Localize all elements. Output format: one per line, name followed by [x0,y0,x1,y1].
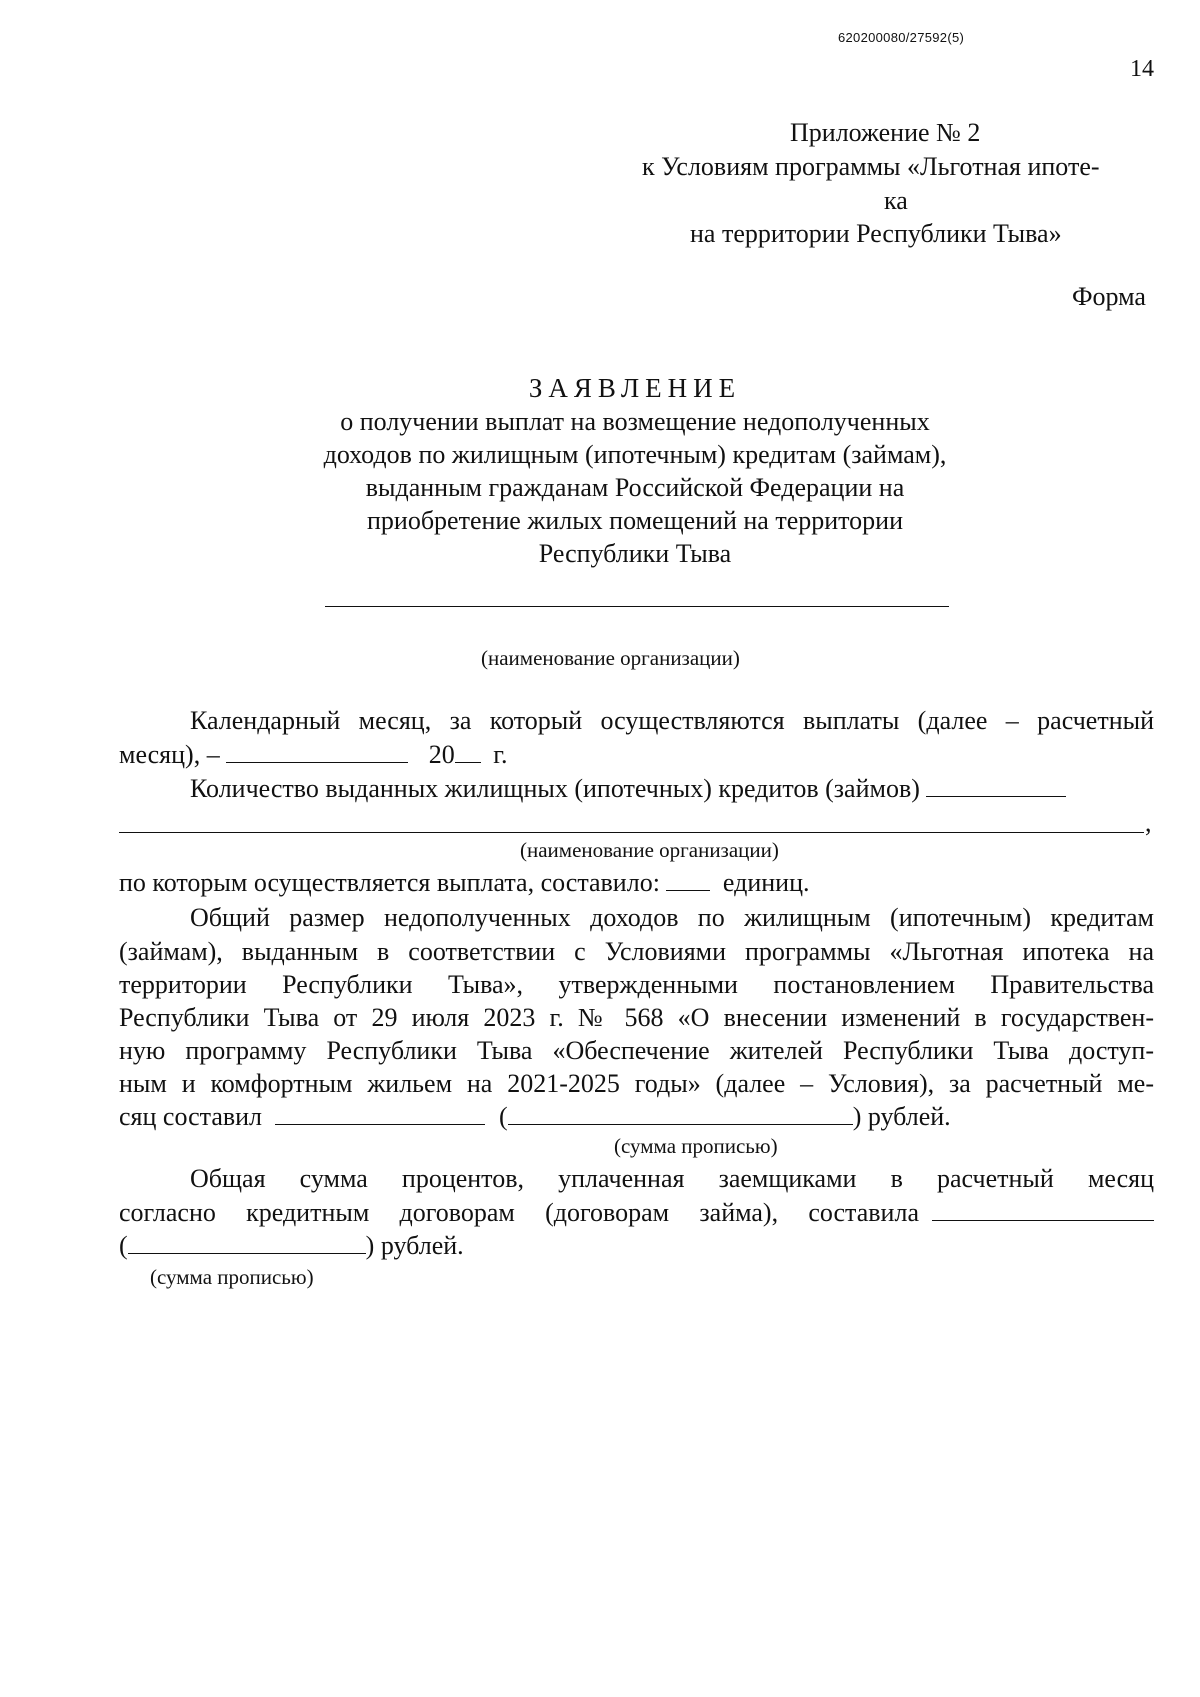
loans-count-field [926,774,1066,797]
amount-field [275,1102,485,1125]
year-suffix: г. [493,740,508,769]
amount-currency: ) рублей. [852,1102,951,1131]
organization-name-caption-2: (наименование организации) [520,838,779,862]
p5-line-1: Общая сумма процентов, уплаченная заемщиками в расчетный месяц [190,1164,1154,1193]
sum-words-caption-1: (сумма прописью) [614,1134,778,1158]
month-field [226,740,408,763]
title-line-4: приобретение жилых помещений на территории [366,506,904,535]
year-field [455,740,481,763]
units-label: по которым осуществляется выплата, составило: [119,868,660,897]
organization-name-caption: (наименование организации) [481,646,740,670]
appendix-line-3: ка [884,186,908,215]
title-line-3: выданным гражданам Российской Федерации на [365,473,905,502]
appendix-line-2: к Условиям программы «Льготная ипоте- [642,152,1100,181]
title-line-1: о получении выплат на возмещение недополученных [340,407,930,436]
interest-paren-open: ( [119,1231,128,1260]
statement-title [0,372,1200,570]
organization-name-line [325,606,949,607]
p5-line-2 [119,1198,1154,1228]
statement-heading: ЗАЯВЛЕНИЕ [528,373,742,403]
p4-line-4: Республики Тыва от 29 июля 2023 г. № 568 «О внесении изменений в государствен- [119,1003,1154,1032]
units-suffix: единиц. [722,868,810,897]
p4-line-7 [119,1102,951,1132]
organization-name-line-2 [119,832,1144,833]
line-comma: , [1145,808,1152,837]
p4-line-6: ным и комфортным жильем на 2021-2025 годы» (далее – Условия), за расчетный ме- [119,1069,1154,1098]
amount-label: сяц составил [119,1102,263,1131]
title-line-2: доходов по жилищным (ипотечным) кредитам (займам), [323,440,947,469]
p2-line-1 [190,774,1066,804]
interest-currency: ) рублей. [365,1231,464,1260]
document-code: 620200080/27592(5) [838,30,965,45]
p1-month-label: месяц), – [119,740,220,769]
p5-line-3 [119,1231,464,1261]
p4-line-3: территории Республики Тыва», утвержденными постановлением Правительства [119,970,1154,999]
p4-line-5: ную программу Республики Тыва «Обеспечение жителей Республики Тыва доступ- [119,1036,1154,1065]
appendix-line-4: на территории Республики Тыва» [690,219,1062,248]
p3-line [119,868,810,898]
amount-words-field [508,1102,853,1125]
p4-line-2: (займам), выданным в соответствии с Условиями программы «Льготная ипотека на [119,937,1154,966]
title-line-5: Республики Тыва [538,539,732,568]
interest-label: согласно кредитным договорам (договорам займа), составила [119,1198,919,1227]
interest-words-field [128,1231,366,1254]
amount-paren-open: ( [499,1102,508,1131]
appendix-line-1: Приложение № 2 [790,118,981,147]
units-field [666,868,710,891]
page-number: 14 [1130,56,1154,82]
form-label: Форма [1072,282,1146,311]
interest-field [932,1198,1154,1221]
p4-line-1: Общий размер недополученных доходов по жилищным (ипотечным) кредитам [190,903,1154,932]
p1-line-2 [119,740,507,770]
sum-words-caption-2: (сумма прописью) [150,1265,314,1289]
p1-line-1: Календарный месяц, за который осуществляются выплаты (далее – расчетный [190,706,1154,735]
loans-count-label: Количество выданных жилищных (ипотечных) кредитов (займов) [190,774,920,803]
year-prefix: 20 [428,740,455,769]
